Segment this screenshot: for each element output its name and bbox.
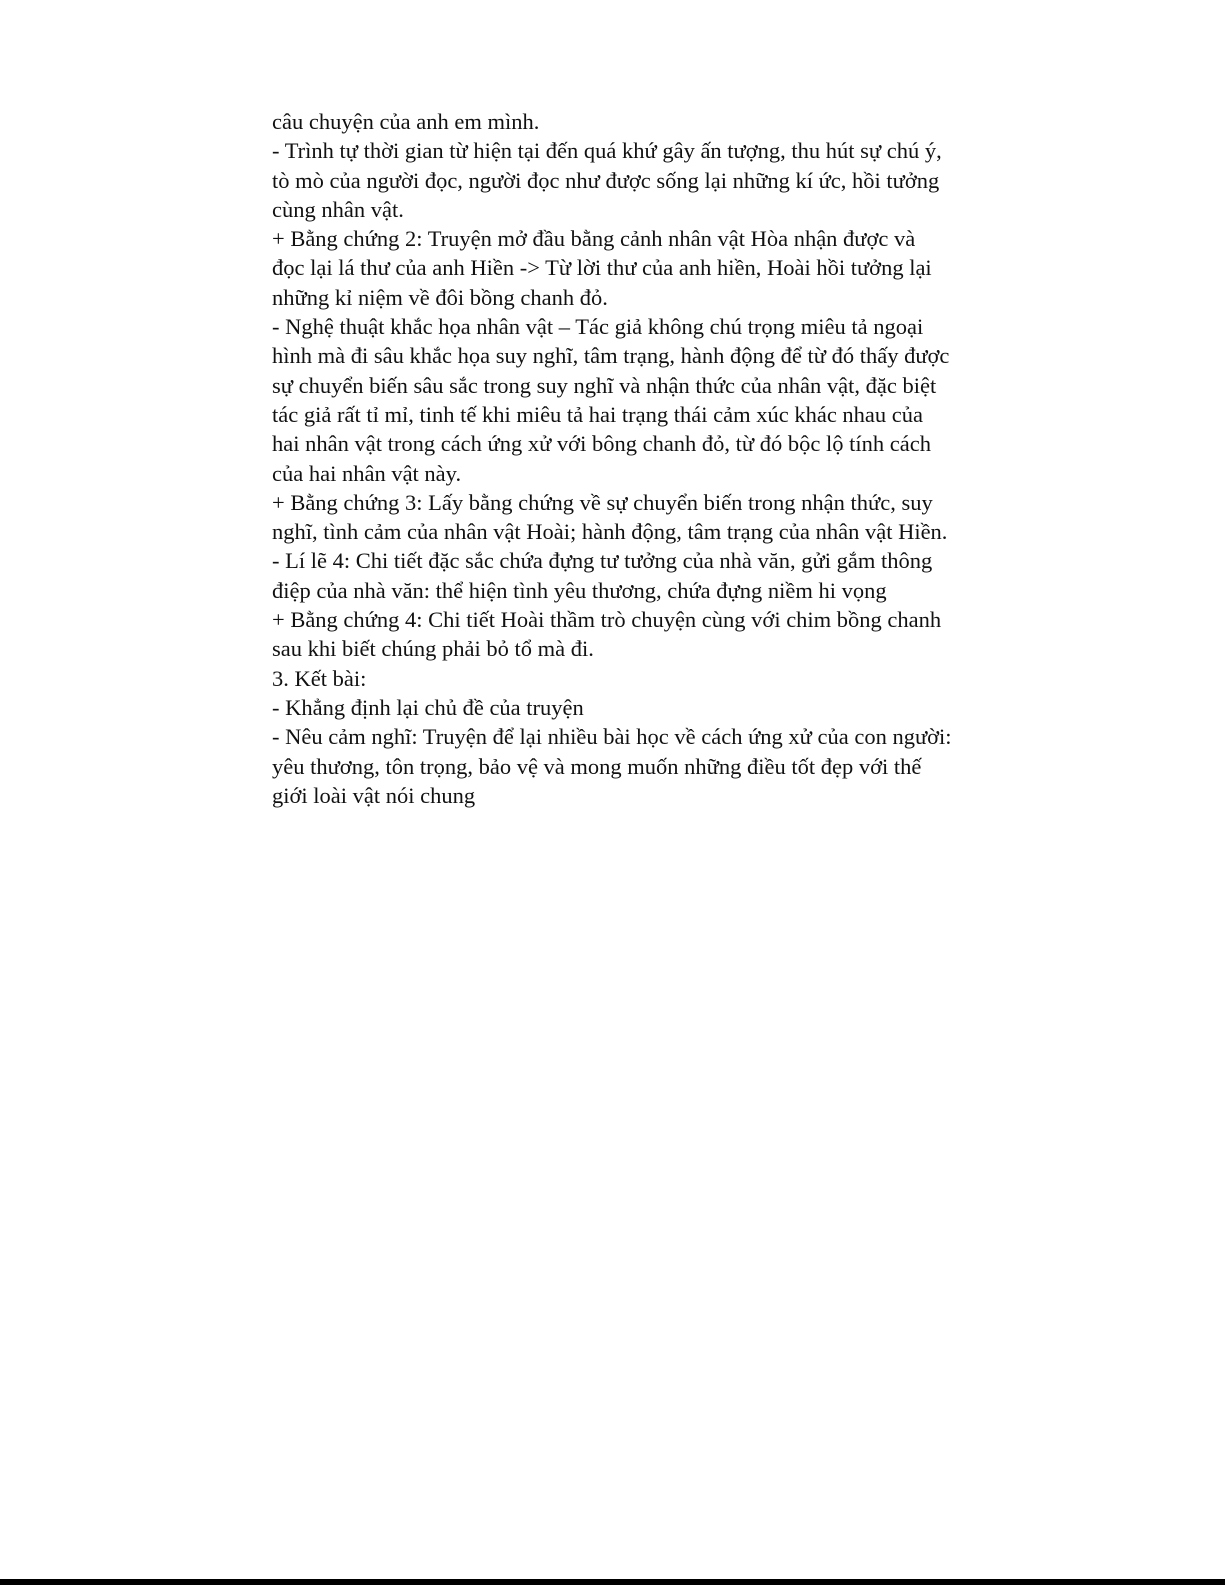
- paragraph-reason-4: - Lí lẽ 4: Chi tiết đặc sắc chứa đựng tư tưởng của nhà văn, gửi gắm thông điệp của nhà văn: thể hiện tình yêu thương, chứa đựng niềm hi vọng: [272, 548, 933, 603]
- paragraph-character-art: - Nghệ thuật khắc họa nhân vật – Tác giả không chú trọng miêu tả ngoại hình mà đi sâu khắc họa suy nghĩ, tâm trạng, hành động để từ đó thấy được sự chuyển biến sâu sắc trong suy nghĩ và nhận thức của nhân vật, đặc biệt tác giả rất tỉ mỉ, tinh tế khi miêu tả hai trạng thái cảm xúc khác nhau của hai nhân vật trong cách ứng xử với bông chanh đỏ, từ đó bộc lộ tính cách của hai nhân vật này.: [272, 314, 950, 486]
- paragraph-time-order: - Trình tự thời gian từ hiện tại đến quá khứ gây ấn tượng, thu hút sự chú ý, tò mò của người đọc, người đọc như được sống lại những kí ức, hồi tưởng cùng nhân vật.: [272, 138, 942, 222]
- document-body: [272, 107, 952, 810]
- paragraph-evidence-2: + Bằng chứng 2: Truyện mở đầu bằng cảnh nhân vật Hòa nhận được và đọc lại lá thư của anh Hiền -> Từ lời thư của anh hiền, Hoài hồi tưởng lại những kỉ niệm về đôi bồng chanh đỏ.: [272, 226, 932, 310]
- paragraph-evidence-3: + Bằng chứng 3: Lấy bằng chứng về sự chuyển biến trong nhận thức, suy nghĩ, tình cảm của nhân vật Hoài; hành động, tâm trạng của nhân vật Hiền.: [272, 489, 948, 545]
- paragraph-affirm-theme: - Khẳng định lại chủ đề của truyện: [272, 694, 584, 720]
- page-bottom-border: [0, 1579, 1225, 1585]
- paragraph-continuation: câu chuyện của anh em mình.: [272, 109, 540, 134]
- section-heading-conclusion: 3. Kết bài:: [272, 665, 367, 691]
- paragraph-feelings: - Nêu cảm nghĩ: Truyện để lại nhiều bài học về cách ứng xử của con người: yêu thương, tôn trọng, bảo vệ và mong muốn những điều tốt đẹp với thế giới loài vật nói chung: [272, 724, 952, 808]
- paragraph-evidence-4: + Bằng chứng 4: Chi tiết Hoài thầm trò chuyện cùng với chim bồng chanh sau khi biết chúng phải bỏ tổ mà đi.: [272, 607, 942, 662]
